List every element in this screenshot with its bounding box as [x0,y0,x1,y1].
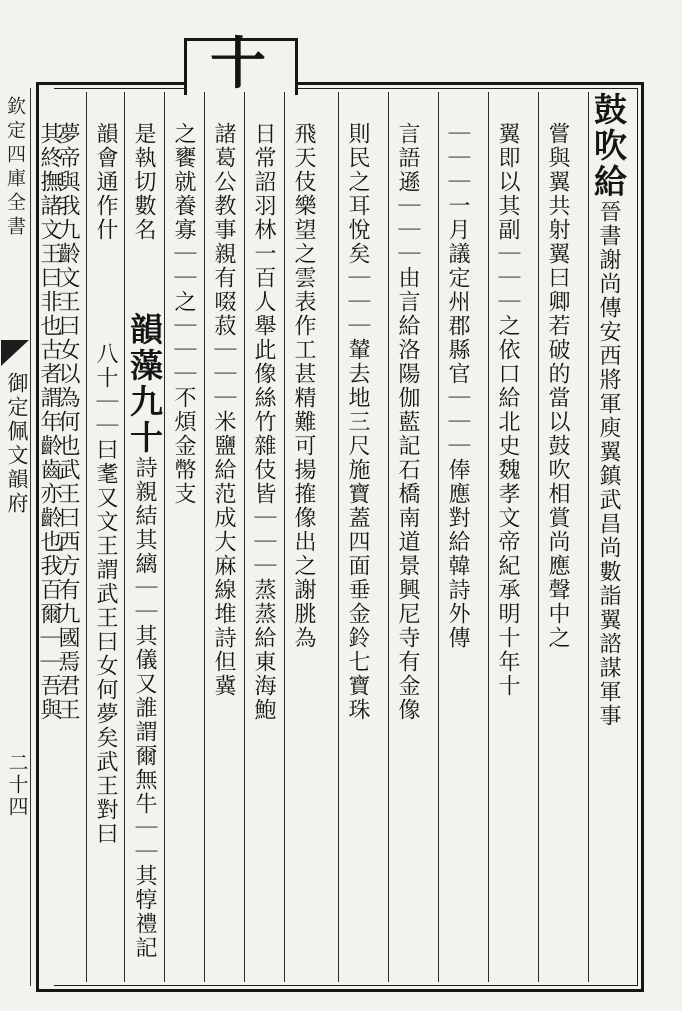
text-column [488,92,526,982]
entry-text: 則民之耳悅矣｜｜｜輦去地三尺施寶蓋四面垂金鈴七寶珠 [345,122,370,722]
entry-text: 是執切數名 [131,122,156,242]
text-column [388,92,426,982]
text-column [164,92,202,982]
text-column [124,92,162,312]
entry-text: 夢帝與我九齡文王曰女以為何也武王曰西方有九國焉君王 [55,122,80,722]
text-column [86,92,124,312]
entry-text: 嘗與翼共射翼曰卿若破的當以鼓吹相賞尚應聲中之 [545,122,570,650]
text-column [338,92,376,982]
entry-heading: 韻藻九十 [125,312,164,456]
entry-text: 諸葛公教事親有啜菽｜｜｜米鹽給范成大麻線堆詩但冀 [211,122,236,698]
text-column [244,92,282,982]
text-column [538,92,576,982]
fishtail-mark [1,340,29,366]
text-column [588,92,627,982]
entry-text: 詩親結其縭｜｜其儀又誰謂爾無牛｜｜其犉禮記 [132,456,157,960]
entry-heading: 鼓吹給 [589,92,628,200]
entry-text: 其終撫諸文王曰非也古者謂年齡齒亦齡也我百爾｜｜吾與 [37,122,62,722]
book-title: 御定佩文韻府 [5,372,29,516]
text-column [284,92,322,982]
gutter-rule [30,88,31,986]
entry-text: 之饔就養寡｜｜之｜｜｜不煩金幣支 [171,122,196,506]
text-column [37,92,62,982]
entry-text: ｜｜｜一月議定州郡縣官｜｜｜俸應對給韓詩外傳 [445,122,470,650]
entry-text: 韻會通作什 [93,122,118,242]
section-marker: 十 [210,31,266,97]
text-column [438,92,476,982]
entry-text: 八十｜｜曰耄又文王謂武王曰女何夢矣武王對曰 [93,342,118,846]
entry-text: 言語遜｜｜｜由言給洛陽伽藍記石橋南道景興尼寺有金像 [395,122,420,722]
text-column [86,312,124,982]
entry-text: 飛天伎樂望之雲表作工甚精難可揚搉像出之謝朓為 [291,122,316,650]
entry-text: 日常詔羽林一百人舉此像絲竹雜伎皆｜｜｜蒸蒸給東海鮑 [251,122,276,722]
text-column [204,92,242,982]
gutter-label: 欽定四庫全書 [4,96,26,240]
entry-text: 晉書謝尚傳安西將軍庾翼鎮武昌尚數詣翼諮謀軍事 [596,200,621,728]
page-number: 二十四 [5,752,29,818]
entry-text: 翼即以其副｜｜｜之依口給北史魏孝文帝紀承明十年十 [495,122,520,698]
text-column [124,312,163,982]
